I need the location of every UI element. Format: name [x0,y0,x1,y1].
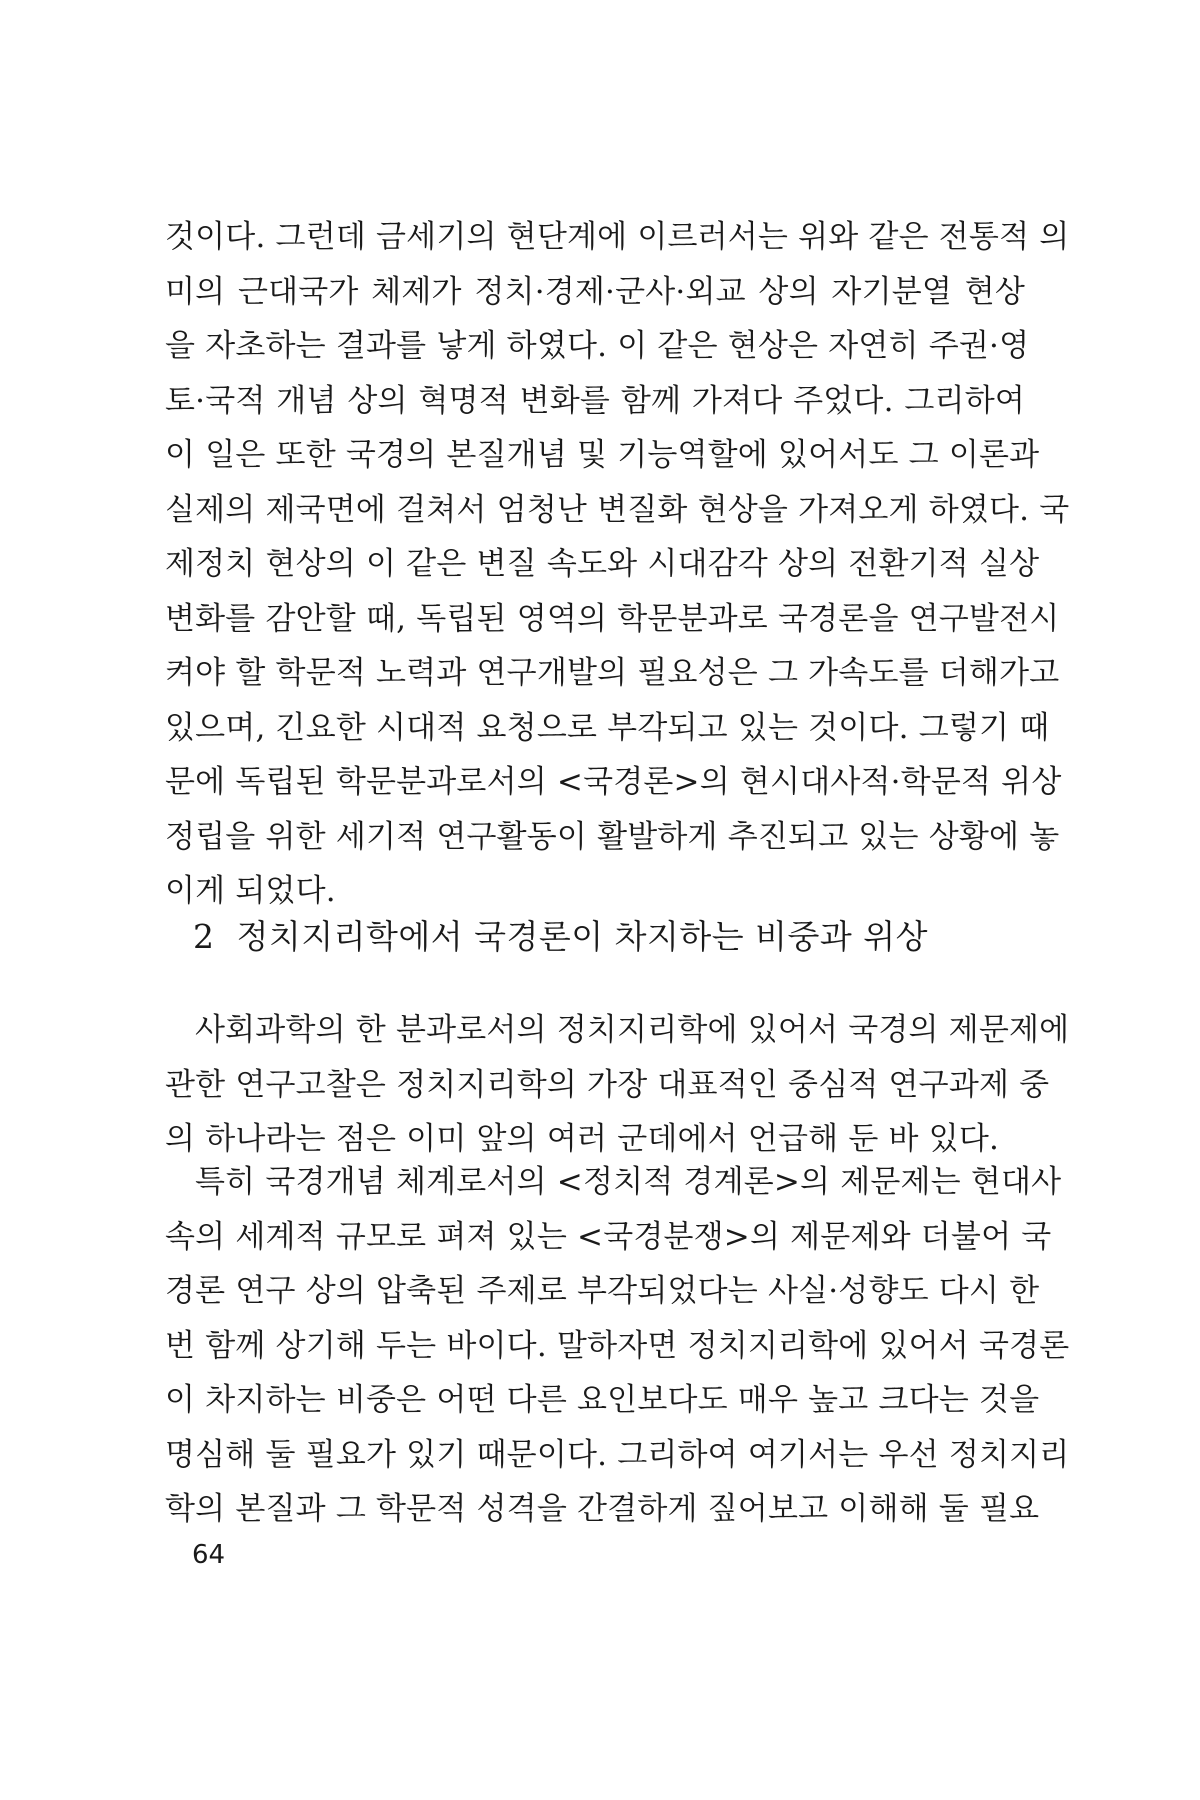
text-line: 켜야 할 학문적 노력과 연구개발의 필요성은 그 가속도를 더해가고 [165,655,1060,691]
text-line: 을 자초하는 결과를 낳게 하였다. 이 같은 현상은 자연히 주권·영 [165,328,1030,364]
text-line: 명심해 둘 필요가 있기 때문이다. 그리하여 여기서는 우선 정치지리 [165,1436,1070,1473]
text-line: 의 하나라는 점은 이미 앞의 여러 군데에서 언급해 둔 바 있다. [165,1121,1000,1157]
paragraph-3 [165,1155,1070,1537]
text-line: 제정치 현상의 이 같은 변질 속도와 시대감각 상의 전환기적 실상 [165,546,1040,582]
paragraph-1 [165,210,1070,919]
text-line: 정립을 위한 세기적 연구활동이 활발하게 추진되고 있는 상황에 놓 [165,818,1060,855]
text-line: 이 차지하는 비중은 어떤 다른 요인보다도 매우 높고 크다는 것을 [165,1382,1040,1418]
text-line: 이게 되었다. [165,873,336,909]
text-line: 것이다. 그런데 금세기의 현단계에 이르러서는 위와 같은 전통적 의 [165,219,1070,255]
text-line: 문에 독립된 학문분과로서의 <국경론>의 현시대사적·학문적 위상 [165,764,1062,800]
text-line: 실제의 제국면에 걸쳐서 엄청난 변질화 현상을 가져오게 하였다. 국 [165,491,1070,528]
text-line: 미의 근대국가 체제가 정치·경제·군사·외교 상의 자기분열 현상 [165,273,1025,310]
section-number: 2 [193,917,215,956]
paragraph-2 [165,1003,1070,1167]
text-line: 사회과학의 한 분과로서의 정치지리학에 있어서 국경의 제문제에 [195,1012,1070,1048]
text-line: 학의 본질과 그 학문적 성격을 간결하게 짚어보고 이해해 둘 필요 [165,1491,1040,1527]
text-line: 관한 연구고찰은 정치지리학의 가장 대표적인 중심적 연구과제 중 [165,1066,1050,1103]
text-line: 있으며, 긴요한 시대적 요청으로 부각되고 있는 것이다. 그렇기 때 [165,709,1050,746]
text-line: 속의 세계적 규모로 펴져 있는 <국경분쟁>의 제문제와 더불어 국 [165,1218,1052,1255]
text-line: 경론 연구 상의 압축된 주제로 부각되었다는 사실·성향도 다시 한 [165,1273,1040,1309]
section-title: 정치지리학에서 국경론이 차지하는 비중과 위상 [236,917,929,956]
text-line: 토·국적 개념 상의 혁명적 변화를 함께 가져다 주었다. 그리하여 [165,382,1025,419]
text-line: 변화를 감안할 때, 독립된 영역의 학문분과로 국경론을 연구발전시 [165,600,1060,637]
text-line: 이 일은 또한 국경의 본질개념 및 기능역할에 있어서도 그 이론과 [165,437,1040,473]
page-number: 64 [192,1540,226,1570]
text-line: 특히 국경개념 체계로서의 <정치적 경계론>의 제문제는 현대사 [195,1164,1062,1200]
text-line: 번 함께 상기해 두는 바이다. 말하자면 정치지리학에 있어서 국경론 [165,1327,1070,1364]
section-heading [193,912,928,962]
